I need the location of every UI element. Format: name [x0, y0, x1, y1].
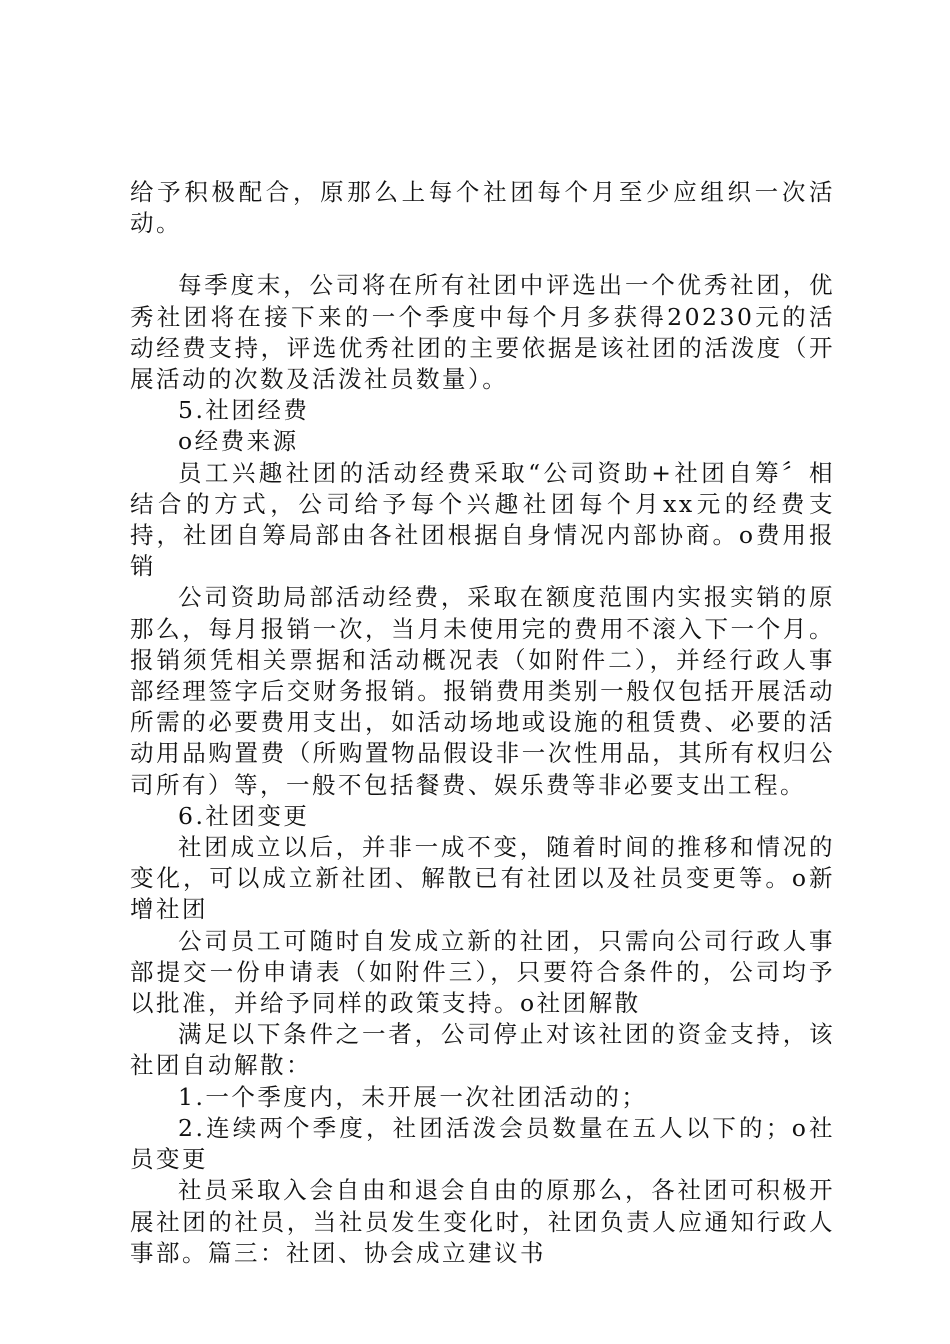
subheading-funding-source: o经费来源: [178, 427, 299, 456]
paragraph-new-club: 公司员工可随时自发成立新的社团，只需向公司行政人事部提交一份申请表（如附件三），只要符合条件的，公司均予以批准，并给予同样的政策支持。o社团解散: [130, 926, 835, 1018]
list-item-condition-2: 2.连续两个季度，社团活泼会员数量在五人以下的；o社员变更: [130, 1113, 835, 1174]
paragraph-continuation: 给予积极配合，原那么上每个社团每个月至少应组织一次活动。: [130, 178, 835, 238]
paragraph-reimbursement: 公司资助局部活动经费，采取在额度范围内实报实销的原那么，每月报销一次，当月未使用完的费用不滚入下一个月。报销须凭相关票据和活动概况表（如附件二），并经行政人事部经理签字后交财务报销。报销费用类别一般仅包括开展活动所需的必要费用支出，如活动场地或设施的租赁费、必要的活动用品购置费（所购置物品假设非一次性用品，其所有权归公司所有）等，一般不包括餐费、娱乐费等非必要支出工程。: [130, 583, 835, 799]
body-text-top: [130, 177, 835, 1269]
paragraph-member-changes: 社员采取入会自由和退会自由的原那么，各社团可积极开展社团的社员，当社员发生变化时，社团负责人应通知行政人事部。篇三：社团、协会成立建议书: [130, 1176, 835, 1267]
section-heading-changes: 6.社团变更: [178, 801, 310, 830]
list-item-condition-1: 1.一个季度内，未开展一次社团活动的；: [178, 1082, 648, 1111]
paragraph-changes-intro: 社团成立以后，并非一成不变，随着时间的推移和情况的变化，可以成立新社团、解散已有社团以及社员变更等。o新增社团: [130, 833, 835, 924]
section-heading-funding: 5.社团经费: [178, 396, 310, 425]
paragraph-quarterly-award: 每季度末，公司将在所有社团中评选出一个优秀社团，优秀社团将在接下来的一个季度中每个月多获得20230元的活动经费支持，评选优秀社团的主要依据是该社团的活泼度（开展活动的次数及活泼社员数量）。: [130, 271, 835, 394]
paragraph-funding-source: 员工兴趣社团的活动经费采取“公司资助+社团自筹〞相结合的方式，公司给予每个兴趣社团每个月xx元的经费支持，社团自筹局部由各社团根据自身情况内部协商。o费用报销: [130, 458, 835, 581]
paragraph-dissolution: 满足以下条件之一者，公司停止对该社团的资金支持，该社团自动解散：: [130, 1020, 835, 1080]
